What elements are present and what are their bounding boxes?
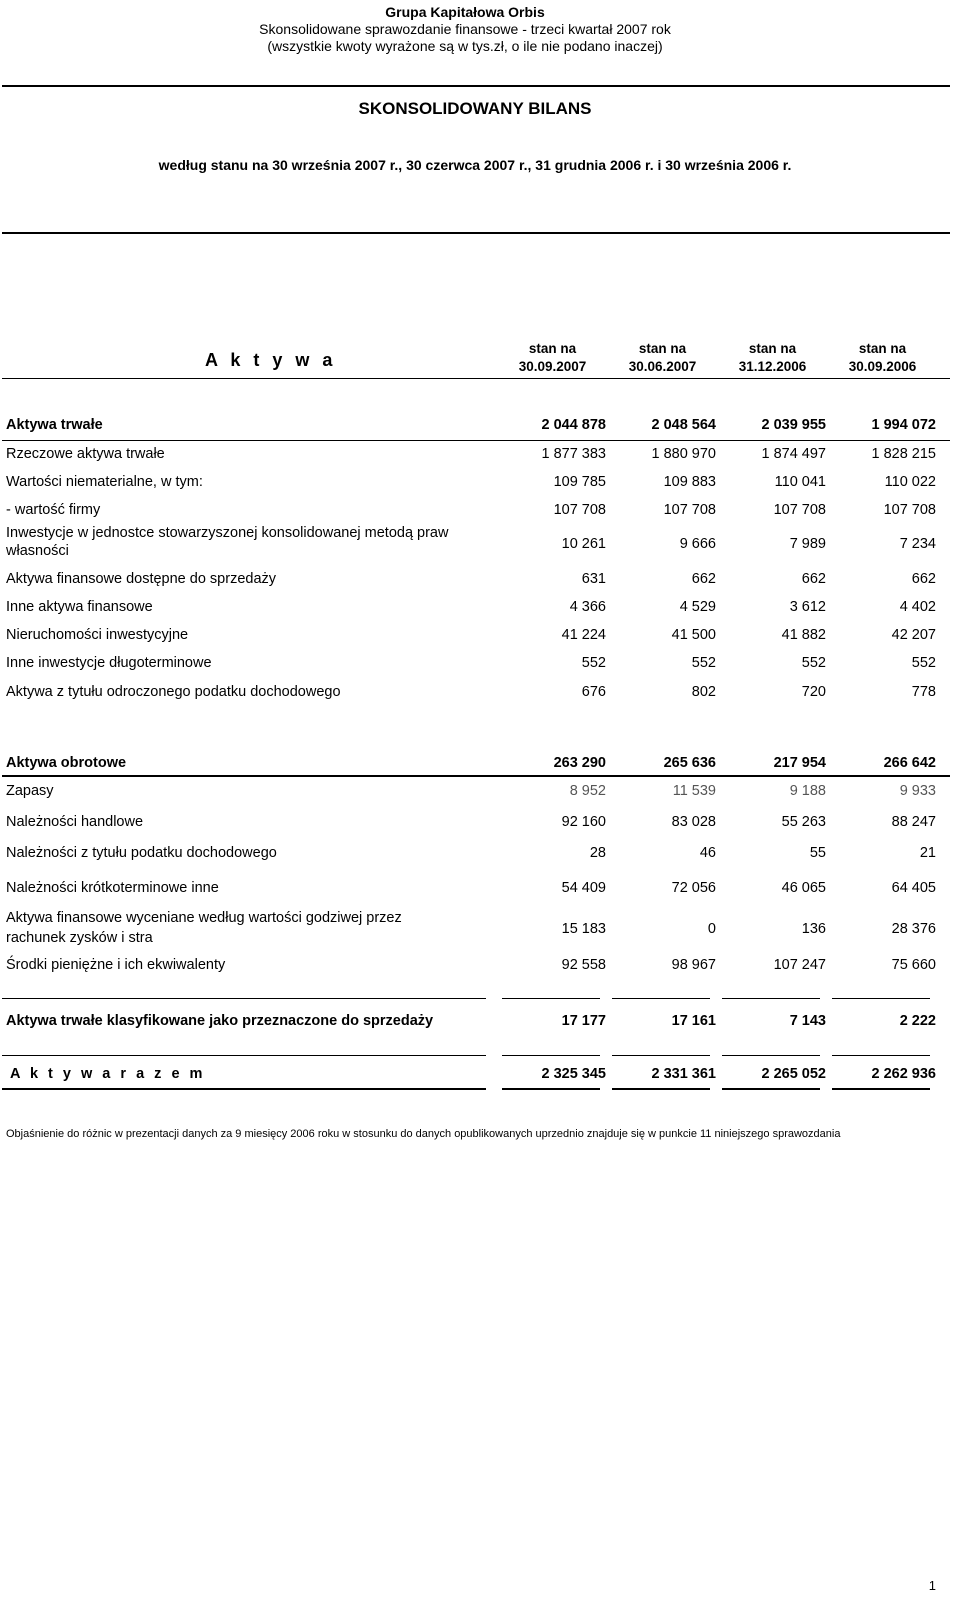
total-label: A k t y w a r a z e m xyxy=(10,1066,206,1082)
cell-value: 83 028 xyxy=(671,814,716,830)
cell-value: 136 xyxy=(801,921,826,937)
column-header xyxy=(830,340,935,376)
column-header-line2: 30.09.2007 xyxy=(518,359,587,374)
cell-value: 11 539 xyxy=(672,783,716,799)
table-row xyxy=(6,782,946,804)
cell-value: 110 041 xyxy=(774,474,826,490)
page-subtitle: według stanu na 30 września 2007 r., 30 czerwca 2007 r., 31 grudnia 2006 r. i 30 września 2006 r. xyxy=(158,157,792,173)
row-label: Rzeczowe aktywa trwałe xyxy=(6,446,165,462)
cell-value: 107 708 xyxy=(663,502,716,518)
value-underline xyxy=(612,1088,710,1090)
cell-value: 217 954 xyxy=(773,755,826,771)
value-underline xyxy=(612,1055,710,1056)
cell-value: 88 247 xyxy=(891,814,936,830)
row-label: Nieruchomości inwestycyjne xyxy=(6,627,189,643)
table-row xyxy=(6,473,946,495)
cell-value: 46 xyxy=(699,845,716,861)
company-name: Grupa Kapitałowa Orbis xyxy=(385,4,545,20)
header-divider xyxy=(2,85,950,87)
table-row xyxy=(6,524,946,564)
table-row xyxy=(6,598,946,620)
value-underline xyxy=(832,1088,930,1090)
cell-value: 15 183 xyxy=(561,921,606,937)
cell-value: 109 883 xyxy=(663,474,716,490)
cell-value: 778 xyxy=(911,684,936,700)
cell-value: 266 642 xyxy=(883,755,936,771)
table-row xyxy=(6,416,946,438)
cell-value: 2 325 345 xyxy=(541,1066,606,1082)
cell-value: 110 022 xyxy=(884,474,936,490)
cell-value: 55 263 xyxy=(781,814,826,830)
cell-value: 552 xyxy=(801,655,826,671)
row-label xyxy=(6,524,496,560)
cell-value: 9 666 xyxy=(679,536,716,552)
value-underline xyxy=(722,1055,820,1056)
cell-value: 631 xyxy=(581,571,606,587)
cell-value: 0 xyxy=(707,921,716,937)
cell-value: 92 160 xyxy=(561,814,606,830)
value-underline xyxy=(502,1055,600,1056)
table-row xyxy=(6,570,946,592)
cell-value: 54 409 xyxy=(561,880,606,896)
cell-value: 107 247 xyxy=(773,957,826,973)
cell-value: 802 xyxy=(691,684,716,700)
cell-value: 662 xyxy=(691,571,716,587)
total-row xyxy=(6,1065,946,1087)
cell-value: 21 xyxy=(919,845,936,861)
table-row xyxy=(6,909,946,949)
footnote: Objaśnienie do różnic w prezentacji danych za 9 miesięcy 2006 roku w stosunku do danych opublikowanych uprzednio znajduje się w punkcie 11 niniejszego sprawozdania xyxy=(6,1128,841,1140)
cell-value: 9 933 xyxy=(899,783,936,799)
table-row xyxy=(6,754,946,776)
cell-value: 662 xyxy=(801,571,826,587)
column-header xyxy=(720,340,825,376)
units-note: (wszystkie kwoty wyrażone są w tys.zł, o ile nie podano inaczej) xyxy=(267,38,663,54)
cell-value: 265 636 xyxy=(663,755,716,771)
value-underline xyxy=(612,998,710,999)
table-row xyxy=(6,683,946,705)
cell-value: 17 161 xyxy=(671,1013,716,1029)
row-label: Wartości niematerialne, w tym: xyxy=(6,474,203,490)
cell-value: 8 952 xyxy=(569,783,606,799)
column-header-line2: 31.12.2006 xyxy=(738,359,807,374)
row-label: - wartość firmy xyxy=(6,502,101,518)
column-header-line1: stan na xyxy=(748,341,797,356)
column-header-line2: 30.09.2006 xyxy=(848,359,917,374)
cell-value: 1 874 497 xyxy=(761,446,826,462)
value-underline xyxy=(502,998,600,999)
cell-value: 662 xyxy=(911,571,936,587)
row-label: Aktywa finansowe dostępne do sprzedaży xyxy=(6,571,277,587)
column-header-line1: stan na xyxy=(858,341,907,356)
cell-value: 4 366 xyxy=(569,599,606,615)
cell-value: 1 877 383 xyxy=(541,446,606,462)
column-header-line1: stan na xyxy=(528,341,577,356)
page-title: SKONSOLIDOWANY BILANS xyxy=(358,99,592,118)
row-label: Środki pieniężne i ich ekwiwalenty xyxy=(6,957,226,973)
row-label-line: Inwestycje w jednostce stowarzyszonej konsolidowanej metodą praw xyxy=(6,525,449,541)
cell-value: 720 xyxy=(801,684,826,700)
cell-value: 2 039 955 xyxy=(761,417,826,433)
value-underline xyxy=(832,1055,930,1056)
cell-value: 109 785 xyxy=(553,474,606,490)
section-divider xyxy=(2,232,950,234)
value-underline xyxy=(832,998,930,999)
column-header-line1: stan na xyxy=(638,341,687,356)
row-label: Należności krótkoterminowe inne xyxy=(6,880,219,896)
column-header xyxy=(500,340,605,376)
page-number: 1 xyxy=(928,1578,936,1593)
row-label: Inne inwestycje długoterminowe xyxy=(6,655,212,671)
cell-value: 2 044 878 xyxy=(541,417,606,433)
cell-value: 107 708 xyxy=(553,502,606,518)
cell-value: 2 265 052 xyxy=(761,1066,826,1082)
cell-value: 7 989 xyxy=(789,536,826,552)
cell-value: 72 056 xyxy=(671,880,716,896)
cell-value: 98 967 xyxy=(671,957,716,973)
cell-value: 10 261 xyxy=(561,536,606,552)
value-underline xyxy=(502,1088,600,1090)
row-label-line: własności xyxy=(6,543,69,559)
cell-value: 4 402 xyxy=(899,599,936,615)
cell-value: 4 529 xyxy=(679,599,716,615)
table-row xyxy=(6,445,946,467)
row-label xyxy=(6,909,496,947)
cell-value: 2 048 564 xyxy=(651,417,716,433)
cell-value: 92 558 xyxy=(561,957,606,973)
cell-value: 2 262 936 xyxy=(871,1066,936,1082)
row-label-line: rachunek zysków i stra xyxy=(6,930,153,946)
row-label: Aktywa trwałe xyxy=(6,417,103,433)
cell-value: 7 234 xyxy=(899,536,936,552)
table-row xyxy=(6,1012,946,1034)
table-row xyxy=(6,654,946,676)
row-divider xyxy=(2,775,950,777)
row-label: Zapasy xyxy=(6,783,54,799)
row-label: Inne aktywa finansowe xyxy=(6,599,153,615)
column-header-line2: 30.06.2007 xyxy=(628,359,697,374)
cell-value: 64 405 xyxy=(891,880,936,896)
cell-value: 552 xyxy=(581,655,606,671)
cell-value: 263 290 xyxy=(553,755,606,771)
cell-value: 2 331 361 xyxy=(651,1066,716,1082)
cell-value: 75 660 xyxy=(891,957,936,973)
row-label: Aktywa z tytułu odroczonego podatku dochodowego xyxy=(6,684,341,700)
cell-value: 676 xyxy=(581,684,606,700)
cell-value: 41 224 xyxy=(561,627,606,643)
cell-value: 2 222 xyxy=(899,1013,936,1029)
cell-value: 7 143 xyxy=(789,1013,826,1029)
value-underline xyxy=(722,1088,820,1090)
label-underline xyxy=(2,998,486,999)
cell-value: 41 882 xyxy=(781,627,826,643)
row-label: Należności z tytułu podatku dochodowego xyxy=(6,845,277,861)
row-label: Należności handlowe xyxy=(6,814,144,830)
table-row xyxy=(6,956,946,978)
label-underline xyxy=(2,1088,486,1090)
column-header xyxy=(610,340,715,376)
cell-value: 41 500 xyxy=(671,627,716,643)
report-name: Skonsolidowane sprawozdanie finansowe - trzeci kwartał 2007 rok xyxy=(259,21,671,37)
column-header-divider xyxy=(2,378,950,379)
cell-value: 1 994 072 xyxy=(871,417,936,433)
table-row xyxy=(6,813,946,835)
row-label-line: Aktywa finansowe wyceniane według wartości godziwej przez xyxy=(6,910,402,926)
cell-value: 17 177 xyxy=(561,1013,606,1029)
row-divider xyxy=(2,440,950,441)
section-label: A k t y w a xyxy=(205,350,337,370)
label-underline xyxy=(2,1055,486,1056)
cell-value: 28 xyxy=(589,845,606,861)
row-label: Aktywa trwałe klasyfikowane jako przeznaczone do sprzedaży xyxy=(6,1013,434,1029)
cell-value: 46 065 xyxy=(781,880,826,896)
table-row xyxy=(6,501,946,523)
cell-value: 28 376 xyxy=(891,921,936,937)
cell-value: 9 188 xyxy=(789,783,826,799)
cell-value: 1 828 215 xyxy=(871,446,936,462)
table-row xyxy=(6,844,946,866)
table-row xyxy=(6,879,946,901)
cell-value: 107 708 xyxy=(773,502,826,518)
row-label: Aktywa obrotowe xyxy=(6,755,127,771)
cell-value: 552 xyxy=(911,655,936,671)
cell-value: 552 xyxy=(691,655,716,671)
value-underline xyxy=(722,998,820,999)
cell-value: 1 880 970 xyxy=(651,446,716,462)
cell-value: 3 612 xyxy=(789,599,826,615)
table-row xyxy=(6,626,946,648)
cell-value: 107 708 xyxy=(883,502,936,518)
cell-value: 55 xyxy=(809,845,826,861)
cell-value: 42 207 xyxy=(891,627,936,643)
